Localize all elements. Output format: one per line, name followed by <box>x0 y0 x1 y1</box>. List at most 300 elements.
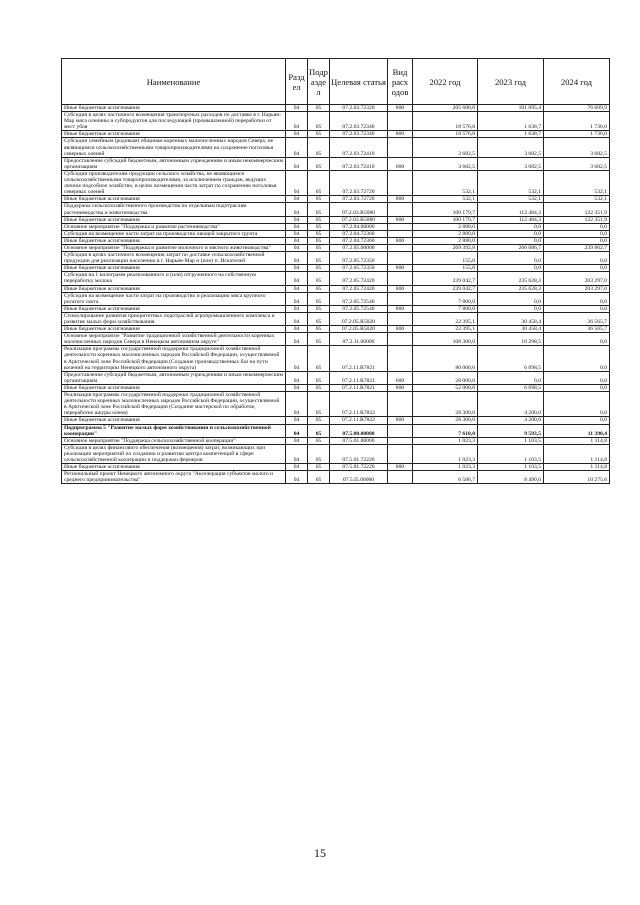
table-row <box>62 272 610 285</box>
value-2023-cell: 3 682,5 <box>478 138 544 157</box>
subsection-cell: 05 <box>308 244 330 251</box>
value-2024-cell: 0,0 <box>544 223 610 230</box>
value-2024-cell: 0,0 <box>544 333 610 346</box>
value-2022-cell: 100 179,7 <box>413 216 478 223</box>
value-2024-cell: 0,0 <box>544 237 610 244</box>
type-cell: 600 <box>388 371 413 384</box>
table-row <box>62 203 610 216</box>
table-row <box>62 437 610 444</box>
table-row <box>62 417 610 424</box>
row-name-cell: Предоставление субсидий бюджетным, автономным учреждениям и иным некоммерческим организациям <box>62 371 286 384</box>
value-2022-cell: 2 880,0 <box>413 237 478 244</box>
row-name-cell: Субсидия в целях частичного возмещения транспортных расходов по доставке в г. Нарьян-Мар мяса оленины и субпродуктов для последующей (промышленной) переработки от мест убоя <box>62 112 286 131</box>
value-2024-cell: 0,0 <box>544 371 610 384</box>
target-cell: 07.2.03.72340 <box>330 131 388 138</box>
table-row <box>62 471 610 484</box>
section-cell: 04 <box>286 203 308 216</box>
value-2024-cell: 0,0 <box>544 417 610 424</box>
subsection-cell: 05 <box>308 346 330 371</box>
subsection-cell: 05 <box>308 417 330 424</box>
col-header-target: Целевая статья <box>330 59 388 105</box>
col-header-type: Вид расх одов <box>388 59 413 105</box>
table-row <box>62 464 610 471</box>
value-2024-cell: 0,0 <box>544 392 610 417</box>
section-cell: 04 <box>286 112 308 131</box>
target-cell: 07.2.05.72540 <box>330 292 388 305</box>
subsection-cell: 05 <box>308 138 330 157</box>
type-cell: 800 <box>388 326 413 333</box>
target-cell: 07.2.03.72340 <box>330 112 388 131</box>
target-cell: 07.2.11.R7821 <box>330 371 388 384</box>
row-name-cell: Субсидии семейным (родовым) общинам коренных малочисленных народов Севера, не являющимся сельскохозяйственными товаропроизводителями на сохранение поголовья северных оленей <box>62 138 286 157</box>
type-cell <box>388 252 413 265</box>
value-2022-cell: 22 395,1 <box>413 326 478 333</box>
value-2023-cell: 532,1 <box>478 196 544 203</box>
table-row <box>62 326 610 333</box>
table-row <box>62 170 610 195</box>
row-name-cell: Реализация программы государственной поддержки традиционной хозяйственной деятельности коренных малочисленных народов Российской Федерации, осуществляемой в Арктической зоне Российской Федерации (Создание мастерской по обработке, переработке шкуры оленя) <box>62 392 286 417</box>
value-2023-cell: 112 484,3 <box>478 216 544 223</box>
table-row <box>62 223 610 230</box>
type-cell: 800 <box>388 196 413 203</box>
row-name-cell: Стимулирование развития приоритетных подотраслей агропромышленного комплекса и развитие малых форм хозяйствования <box>62 312 286 325</box>
value-2024-cell: 36 565,7 <box>544 326 610 333</box>
target-cell: 07.2.05.R5020 <box>330 326 388 333</box>
row-name-cell: Субсидия в целях частичного возмещения затрат по доставке сельскохозяйственной продукции для реализации населению в г. Нарьян-Мар и (или) п. Искателей <box>62 252 286 265</box>
target-cell: 07.2.05.72540 <box>330 305 388 312</box>
section-cell: 04 <box>286 424 308 437</box>
budget-table <box>61 58 610 484</box>
type-cell: 800 <box>388 384 413 391</box>
value-2024-cell: 122 351,9 <box>544 203 610 216</box>
target-cell: 07.2.03.72720 <box>330 170 388 195</box>
section-cell: 04 <box>286 223 308 230</box>
value-2022-cell: 22 395,1 <box>413 312 478 325</box>
subsection-cell: 05 <box>308 112 330 131</box>
subsection-cell: 05 <box>308 252 330 265</box>
row-name-cell: Субсидия на возмещение части затрат на производство овощей закрытого грунта <box>62 230 286 237</box>
table-row <box>62 252 610 265</box>
table-row <box>62 138 610 157</box>
row-name-cell: Поддержка сельскохозяйственного производства по отдельным подотраслям растениеводства и животноводства <box>62 203 286 216</box>
row-name-cell: Иные бюджетные ассигнования <box>62 105 286 112</box>
section-cell: 04 <box>286 417 308 424</box>
value-2023-cell: 30 458,4 <box>478 312 544 325</box>
value-2022-cell: 2 880,0 <box>413 230 478 237</box>
subsection-cell: 05 <box>308 444 330 463</box>
value-2022-cell: 269 392,8 <box>413 244 478 251</box>
value-2023-cell: 1 103,5 <box>478 464 544 471</box>
row-name-cell: Основное мероприятие "Развитие традиционной хозяйственной деятельности коренных малочисленных народов Севера в Ненецком автономном округе" <box>62 333 286 346</box>
type-cell <box>388 112 413 131</box>
subsection-cell: 05 <box>308 170 330 195</box>
value-2022-cell: 108 300,0 <box>413 333 478 346</box>
type-cell <box>388 346 413 371</box>
value-2022-cell: 28 300,0 <box>413 392 478 417</box>
value-2024-cell: 3 682,5 <box>544 157 610 170</box>
type-cell <box>388 203 413 216</box>
value-2022-cell: 532,1 <box>413 170 478 195</box>
table-row <box>62 392 610 417</box>
value-2022-cell: 1 023,3 <box>413 444 478 463</box>
value-2023-cell: 6 098,5 <box>478 384 544 391</box>
type-cell: 800 <box>388 464 413 471</box>
section-cell: 04 <box>286 437 308 444</box>
row-name-cell: Иные бюджетные ассигнования <box>62 131 286 138</box>
subsection-cell: 05 <box>308 203 330 216</box>
value-2023-cell: 1 638,7 <box>478 131 544 138</box>
table-row <box>62 230 610 237</box>
subsection-cell: 05 <box>308 105 330 112</box>
row-name-cell: Подпрограмма 5 "Развитие малых форм хозяйствования и сельскохозяйственной кооперации" <box>62 424 286 437</box>
value-2024-cell: 203 297,0 <box>544 285 610 292</box>
subsection-cell: 05 <box>308 333 330 346</box>
table-row <box>62 131 610 138</box>
value-2024-cell: 1 736,0 <box>544 131 610 138</box>
target-cell: 07.2.05.R5020 <box>330 312 388 325</box>
value-2023-cell: 235 628,3 <box>478 272 544 285</box>
value-2024-cell: 203 297,0 <box>544 272 610 285</box>
target-cell: 07.2.04.72360 <box>330 230 388 237</box>
target-cell: 07.2.03.72320 <box>330 105 388 112</box>
value-2023-cell: 1 638,7 <box>478 112 544 131</box>
target-cell: 07.2.11.R7821 <box>330 384 388 391</box>
value-2023-cell: 112 484,3 <box>478 203 544 216</box>
table-header-row <box>62 59 610 105</box>
row-name-cell: Субсидия в целях финансового обеспечения (возмещения) затрат, возникающих при реализации мероприятий по созданию и развитию центра компетенций в сфере сельскохозяйственной кооперации и поддержки фермеров <box>62 444 286 463</box>
subsection-cell: 05 <box>308 216 330 223</box>
target-cell: 07.2.05.00000 <box>330 244 388 251</box>
value-2023-cell: 532,1 <box>478 170 544 195</box>
type-cell <box>388 392 413 417</box>
section-cell: 04 <box>286 216 308 223</box>
table-row <box>62 333 610 346</box>
value-2024-cell: 10 275,6 <box>544 471 610 484</box>
subsection-cell: 05 <box>308 196 330 203</box>
type-cell <box>388 333 413 346</box>
subsection-cell: 05 <box>308 424 330 437</box>
type-cell <box>388 424 413 437</box>
type-cell <box>388 223 413 230</box>
table-row <box>62 312 610 325</box>
type-cell: 800 <box>388 265 413 272</box>
type-cell <box>388 444 413 463</box>
table-row <box>62 346 610 371</box>
value-2022-cell: 80 000,0 <box>413 346 478 371</box>
value-2023-cell: 101 695,4 <box>478 105 544 112</box>
value-2022-cell: 6 586,7 <box>413 471 478 484</box>
value-2022-cell: 155,0 <box>413 265 478 272</box>
value-2022-cell: 28 000,0 <box>413 371 478 384</box>
type-cell: 600 <box>388 157 413 170</box>
target-cell: 07.2.05.72420 <box>330 272 388 285</box>
table-row <box>62 157 610 170</box>
subsection-cell: 05 <box>308 312 330 325</box>
table-row <box>62 292 610 305</box>
subsection-cell: 05 <box>308 131 330 138</box>
section-cell: 04 <box>286 392 308 417</box>
value-2024-cell: 3 682,5 <box>544 138 610 157</box>
value-2022-cell: 1 023,3 <box>413 464 478 471</box>
value-2024-cell: 76 699,9 <box>544 105 610 112</box>
table-row <box>62 265 610 272</box>
row-name-cell: Иные бюджетные ассигнования <box>62 464 286 471</box>
section-cell: 04 <box>286 305 308 312</box>
section-cell: 04 <box>286 285 308 292</box>
type-cell <box>388 244 413 251</box>
type-cell: 800 <box>388 131 413 138</box>
target-cell: 07.5.00.00000 <box>330 424 388 437</box>
value-2024-cell: 0,0 <box>544 305 610 312</box>
value-2022-cell: 155,0 <box>413 252 478 265</box>
row-name-cell: Иные бюджетные ассигнования <box>62 265 286 272</box>
section-cell: 04 <box>286 252 308 265</box>
target-cell: 07.2.03.R5080 <box>330 203 388 216</box>
col-header-2022: 2022 год <box>413 59 478 105</box>
target-cell: 07.2.05.72350 <box>330 265 388 272</box>
value-2023-cell: 0,0 <box>478 305 544 312</box>
target-cell: 07.2.04.72360 <box>330 237 388 244</box>
type-cell: 800 <box>388 417 413 424</box>
target-cell: 07.2.03.72410 <box>330 157 388 170</box>
type-cell <box>388 471 413 484</box>
type-cell: 800 <box>388 216 413 223</box>
type-cell: 800 <box>388 285 413 292</box>
value-2022-cell: 205 680,0 <box>413 105 478 112</box>
value-2024-cell: 0,0 <box>544 384 610 391</box>
value-2023-cell: 0,0 <box>478 292 544 305</box>
value-2024-cell: 1 114,8 <box>544 444 610 463</box>
col-header-2023: 2023 год <box>478 59 544 105</box>
value-2022-cell: 7 800,0 <box>413 305 478 312</box>
value-2024-cell: 0,0 <box>544 230 610 237</box>
row-name-cell: Основное мероприятие "Поддержка и развитие растениеводства" <box>62 223 286 230</box>
value-2024-cell: 0,0 <box>544 265 610 272</box>
value-2022-cell: 28 300,0 <box>413 417 478 424</box>
value-2024-cell: 239 862,7 <box>544 244 610 251</box>
target-cell: 07.2.05.72420 <box>330 285 388 292</box>
section-cell: 04 <box>286 105 308 112</box>
table-row <box>62 285 610 292</box>
value-2023-cell: 8 490,0 <box>478 471 544 484</box>
section-cell: 04 <box>286 333 308 346</box>
subsection-cell: 05 <box>308 384 330 391</box>
row-name-cell: Иные бюджетные ассигнования <box>62 196 286 203</box>
section-cell: 04 <box>286 471 308 484</box>
value-2022-cell: 239 042,7 <box>413 272 478 285</box>
section-cell: 04 <box>286 138 308 157</box>
target-cell: 07.5.01.00000 <box>330 437 388 444</box>
value-2022-cell: 1 023,3 <box>413 437 478 444</box>
section-cell: 04 <box>286 464 308 471</box>
col-header-2024: 2024 год <box>544 59 610 105</box>
subsection-cell: 05 <box>308 285 330 292</box>
value-2022-cell: 239 042,7 <box>413 285 478 292</box>
target-cell: 07.2.11.R7821 <box>330 346 388 371</box>
row-name-cell: Иные бюджетные ассигнования <box>62 216 286 223</box>
value-2023-cell: 1 103,5 <box>478 437 544 444</box>
value-2022-cell: 52 000,0 <box>413 384 478 391</box>
target-cell: 07.2.05.72350 <box>330 252 388 265</box>
section-cell: 04 <box>286 272 308 285</box>
target-cell: 07.2.11.R7822 <box>330 392 388 417</box>
value-2024-cell: 0,0 <box>544 346 610 371</box>
target-cell: 07.2.11.00000 <box>330 333 388 346</box>
table-row <box>62 244 610 251</box>
value-2023-cell: 30 458,4 <box>478 326 544 333</box>
value-2022-cell: 7 800,0 <box>413 292 478 305</box>
row-name-cell: Реализация программы государственной поддержки традиционной хозяйственной деятельности коренных малочисленных народов Российской Федерации, осуществляемой в Арктической зоне Российской Федерации (Создание производственных баз на пути кочений на территории Ненецкого автономного округа) <box>62 346 286 371</box>
table-row <box>62 371 610 384</box>
value-2023-cell: 10 298,5 <box>478 333 544 346</box>
value-2023-cell: 0,0 <box>478 371 544 384</box>
subsection-cell: 05 <box>308 230 330 237</box>
row-name-cell: Основное мероприятие "Поддержка сельскохозяйственной кооперации" <box>62 437 286 444</box>
subsection-cell: 05 <box>308 157 330 170</box>
target-cell: 07.2.03.72720 <box>330 196 388 203</box>
value-2023-cell: 3 682,5 <box>478 157 544 170</box>
target-cell: 07.2.03.72410 <box>330 138 388 157</box>
subsection-cell: 05 <box>308 292 330 305</box>
row-name-cell: Иные бюджетные ассигнования <box>62 285 286 292</box>
target-cell: 07.2.11.R7822 <box>330 417 388 424</box>
value-2023-cell: 0,0 <box>478 230 544 237</box>
section-cell: 04 <box>286 230 308 237</box>
section-cell: 04 <box>286 312 308 325</box>
value-2023-cell: 1 103,5 <box>478 444 544 463</box>
type-cell: 800 <box>388 237 413 244</box>
value-2023-cell: 9 593,5 <box>478 424 544 437</box>
table-row <box>62 196 610 203</box>
value-2023-cell: 0,0 <box>478 252 544 265</box>
target-cell: 07.5.I5.00000 <box>330 471 388 484</box>
table-row <box>62 444 610 463</box>
value-2023-cell: 266 086,7 <box>478 244 544 251</box>
subsection-cell: 05 <box>308 237 330 244</box>
row-name-cell: Иные бюджетные ассигнования <box>62 326 286 333</box>
row-name-cell: Иные бюджетные ассигнования <box>62 305 286 312</box>
section-cell: 04 <box>286 244 308 251</box>
section-cell: 04 <box>286 292 308 305</box>
value-2022-cell: 100 179,7 <box>413 203 478 216</box>
type-cell: 800 <box>388 105 413 112</box>
value-2023-cell: 4 200,0 <box>478 392 544 417</box>
section-cell: 04 <box>286 170 308 195</box>
value-2022-cell: 18 576,8 <box>413 112 478 131</box>
row-name-cell: Иные бюджетные ассигнования <box>62 384 286 391</box>
subsection-cell: 05 <box>308 437 330 444</box>
section-cell: 04 <box>286 265 308 272</box>
subsection-cell: 05 <box>308 223 330 230</box>
value-2023-cell: 6 098,5 <box>478 346 544 371</box>
value-2024-cell: 1 114,8 <box>544 437 610 444</box>
target-cell: 07.5.01.72220 <box>330 464 388 471</box>
subsection-cell: 05 <box>308 392 330 417</box>
value-2022-cell: 7 610,0 <box>413 424 478 437</box>
section-cell: 04 <box>286 196 308 203</box>
value-2023-cell: 0,0 <box>478 237 544 244</box>
type-cell: 800 <box>388 305 413 312</box>
section-cell: 04 <box>286 326 308 333</box>
row-name-cell: Предоставление субсидий бюджетным, автономным учреждениям и иным некоммерческим организациям <box>62 157 286 170</box>
value-2022-cell: 3 682,5 <box>413 157 478 170</box>
subsection-cell: 05 <box>308 471 330 484</box>
type-cell <box>388 312 413 325</box>
section-cell: 04 <box>286 346 308 371</box>
table-row <box>62 105 610 112</box>
value-2022-cell: 18 576,8 <box>413 131 478 138</box>
row-name-cell: Субсидии производителям продукции сельского хозяйства, не являющимся сельскохозяйственными товаропроизводителями, за исключением граждан, ведущих личное подсобное хозяйство, в целях возмещения части затрат по сохранению поголовья северных оленей <box>62 170 286 195</box>
row-name-cell: Субсидия на возмещение части затрат на производство и реализацию мяса крупного рогатого скота <box>62 292 286 305</box>
type-cell <box>388 230 413 237</box>
value-2024-cell: 0,0 <box>544 292 610 305</box>
section-cell: 04 <box>286 444 308 463</box>
type-cell <box>388 437 413 444</box>
col-header-name: Наименование <box>62 59 286 105</box>
table-row <box>62 305 610 312</box>
subsection-cell: 05 <box>308 265 330 272</box>
row-name-cell: Субсидия на 1 килограмм реализованного и (или) отгруженного на собственную переработку молока <box>62 272 286 285</box>
section-cell: 04 <box>286 237 308 244</box>
type-cell <box>388 292 413 305</box>
table-row <box>62 384 610 391</box>
section-cell: 04 <box>286 131 308 138</box>
value-2024-cell: 0,0 <box>544 252 610 265</box>
value-2024-cell: 532,1 <box>544 170 610 195</box>
value-2024-cell: 36 565,7 <box>544 312 610 325</box>
page-number: 15 <box>314 846 326 860</box>
row-name-cell: Основное мероприятие "Поддержка и развитие молочного и мясного животноводства" <box>62 244 286 251</box>
value-2024-cell: 11 390,4 <box>544 424 610 437</box>
target-cell: 07.2.03.R5080 <box>330 216 388 223</box>
value-2023-cell: 235 628,3 <box>478 285 544 292</box>
value-2022-cell: 2 880,0 <box>413 223 478 230</box>
type-cell <box>388 272 413 285</box>
value-2024-cell: 122 351,9 <box>544 216 610 223</box>
target-cell: 07.5.01.72220 <box>330 444 388 463</box>
section-cell: 04 <box>286 157 308 170</box>
value-2023-cell: 0,0 <box>478 265 544 272</box>
type-cell <box>388 138 413 157</box>
subsection-cell: 05 <box>308 371 330 384</box>
table-row <box>62 424 610 437</box>
table-row <box>62 237 610 244</box>
row-name-cell: Региональный проект Ненецкого автономного округа "Акселерация субъектов малого и среднего предпринимательства" <box>62 471 286 484</box>
subsection-cell: 05 <box>308 272 330 285</box>
value-2023-cell: 0,0 <box>478 223 544 230</box>
table-row <box>62 216 610 223</box>
row-name-cell: Иные бюджетные ассигнования <box>62 417 286 424</box>
value-2023-cell: 4 200,0 <box>478 417 544 424</box>
value-2022-cell: 3 682,5 <box>413 138 478 157</box>
type-cell <box>388 170 413 195</box>
subsection-cell: 05 <box>308 464 330 471</box>
section-cell: 04 <box>286 384 308 391</box>
value-2024-cell: 532,1 <box>544 196 610 203</box>
col-header-subsection: Подр азде л <box>308 59 330 105</box>
target-cell: 07.2.04.00000 <box>330 223 388 230</box>
row-name-cell: Иные бюджетные ассигнования <box>62 237 286 244</box>
table-body <box>62 105 610 484</box>
section-cell: 04 <box>286 371 308 384</box>
table-row <box>62 112 610 131</box>
subsection-cell: 05 <box>308 326 330 333</box>
value-2024-cell: 1 736,0 <box>544 112 610 131</box>
value-2024-cell: 1 114,8 <box>544 464 610 471</box>
subsection-cell: 05 <box>308 305 330 312</box>
col-header-section: Разд ел <box>286 59 308 105</box>
value-2022-cell: 532,1 <box>413 196 478 203</box>
